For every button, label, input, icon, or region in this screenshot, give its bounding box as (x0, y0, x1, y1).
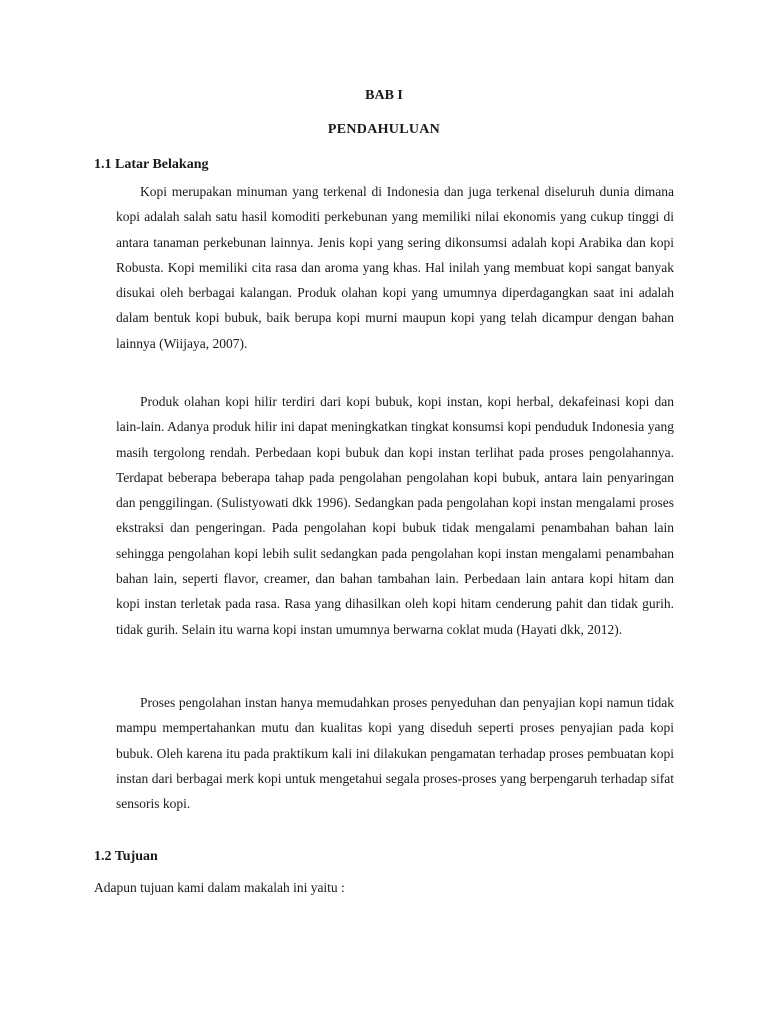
chapter-title: PENDAHULUAN (327, 122, 441, 137)
section-heading-tujuan: 1.2 Tujuan (94, 849, 158, 864)
paragraph-3: Proses pengolahan instan hanya memudahkan proses penyeduhan dan penyajian kopi namun tidak mampu mempertahankan mutu dan kualitas kopi yang diseduh seperti proses penyajian pada kopi bubuk. Oleh karena itu pada praktikum kali ini dilakukan pengamatan terhadap proses pembuatan kopi instan dari berbagai merk kopi untuk mengetahui segala proses-proses yang berpengaruh terhadap sifat sensoris kopi. (116, 695, 674, 812)
chapter-number: BAB I (365, 88, 403, 103)
tujuan-intro: Adapun tujuan kami dalam makalah ini yaitu : (94, 880, 345, 895)
paragraph-2: Produk olahan kopi hilir terdiri dari kopi bubuk, kopi instan, kopi herbal, dekafeinasi kopi dan lain-lain. Adanya produk hilir ini dapat meningkatkan tingkat konsumsi kopi penduduk Indonesia yang masih tergolong rendah. Perbedaan kopi bubuk dan kopi instan terlihat pada proses pengolahannya. Terdapat beberapa beberapa tahap pada pengolahan pengolahan kopi bubuk, antara lain penyaringan dan penggilingan. (Sulistyowati dkk 1996). Sedangkan pada pengolahan kopi instan mengalami proses ekstraksi dan pengeringan. Pada pengolahan kopi bubuk tidak mengalami penambahan bahan lain sehingga pengolahan kopi lebih sulit sedangkan pada pengolahan kopi instan mengalami penambahan bahan lain, seperti flavor, creamer, dan bahan tambahan lain. Perbedaan lain antara kopi hitam dan kopi instan terletak pada rasa. Rasa yang dihasilkan oleh kopi hitam cenderung pahit dan tidak gurih. tidak gurih. Selain itu warna kopi instan umumnya berwarna coklat muda (Hayati dkk, 2012). (116, 394, 674, 637)
paragraph-1: Kopi merupakan minuman yang terkenal di Indonesia dan juga terkenal diseluruh dunia dimana kopi adalah salah satu hasil komoditi perkebunan yang memiliki nilai ekonomis yang cukup tinggi di antara tanaman perkebunan lainnya. Jenis kopi yang sering dikonsumsi adalah kopi Arabika dan kopi Robusta. Kopi memiliki cita rasa dan aroma yang khas. Hal inilah yang membuat kopi sangat banyak disukai oleh berbagai kalangan. Produk olahan kopi yang umumnya diperdagangkan saat ini adalah dalam bentuk kopi bubuk, baik berupa kopi murni maupun kopi yang telah dicampur dengan bahan lainnya (Wiijaya, 2007). (116, 184, 674, 351)
section-heading-latar-belakang: 1.1 Latar Belakang (94, 157, 209, 172)
